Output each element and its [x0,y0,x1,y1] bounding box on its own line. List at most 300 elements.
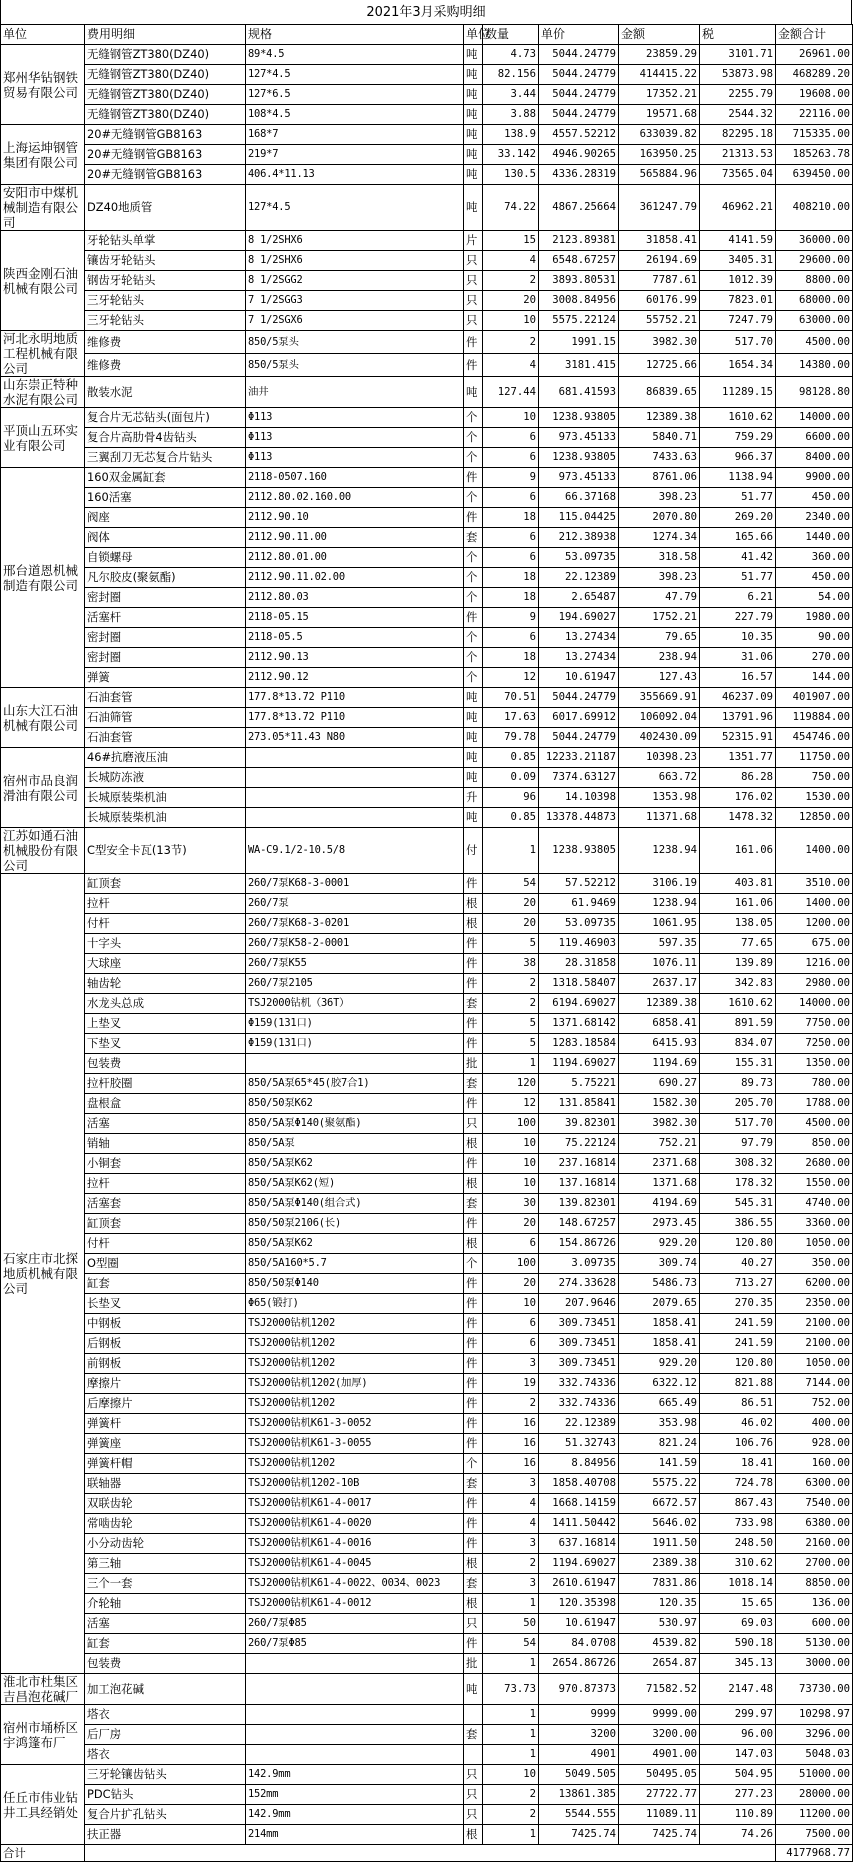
amount: 2973.45 [619,1214,700,1234]
tax: 1351.77 [700,748,776,768]
tax: 161.06 [700,828,776,874]
table-row [1,1514,853,1534]
tax: 867.43 [700,1494,776,1514]
total-amount: 780.00 [776,1074,853,1094]
qty: 74.22 [483,185,539,231]
item-name: 大球座 [85,954,246,974]
unit-price: 10.61947 [539,1614,619,1634]
tax: 97.79 [700,1134,776,1154]
amount: 3106.19 [619,874,700,894]
table-row [1,974,853,994]
item-name: 石油套管 [85,728,246,748]
qty: 1 [483,1594,539,1614]
table-row [1,354,853,377]
item-name: 小分动齿轮 [85,1534,246,1554]
unit-price: 1238.93805 [539,828,619,874]
unit: 只 [464,1805,483,1825]
total-amount: 1440.00 [776,528,853,548]
tax: 155.31 [700,1054,776,1074]
unit: 个 [464,668,483,688]
qty: 12 [483,668,539,688]
spec: 108*4.5 [246,105,464,125]
unit: 个 [464,428,483,448]
unit: 个 [464,488,483,508]
spec: 850/5A泵Φ140(聚氨酯) [246,1114,464,1134]
total-amount: 160.00 [776,1454,853,1474]
unit-price: 115.04425 [539,508,619,528]
total-amount: 1050.00 [776,1234,853,1254]
total-amount: 29600.00 [776,251,853,271]
qty: 4 [483,251,539,271]
qty: 2 [483,1805,539,1825]
item-name: 缸顶套 [85,874,246,894]
qty: 50 [483,1614,539,1634]
sheet-title: 2021年3月采购明细 [0,0,852,24]
tax: 7823.01 [700,291,776,311]
amount: 19571.68 [619,105,700,125]
unit: 付 [464,828,483,874]
qty: 3 [483,1574,539,1594]
item-name: 上垫叉 [85,1014,246,1034]
total-amount: 7144.00 [776,1374,853,1394]
tax: 120.80 [700,1354,776,1374]
total-amount: 14380.00 [776,354,853,377]
unit: 只 [464,1785,483,1805]
amount: 8761.06 [619,468,700,488]
table-row [1,1114,853,1134]
unit-price: 5044.24779 [539,85,619,105]
spec: TSJ2000钻机（36T） [246,994,464,1014]
qty: 6 [483,488,539,508]
spec: 127*4.5 [246,65,464,85]
spec: TSJ2000钻机K61-4-0012 [246,1594,464,1614]
tax: 1018.14 [700,1574,776,1594]
spec: 168*7 [246,125,464,145]
unit: 件 [464,1294,483,1314]
spec: TSJ2000钻机1202 [246,1334,464,1354]
tax: 7247.79 [700,311,776,331]
qty: 38 [483,954,539,974]
total-amount: 54.00 [776,588,853,608]
spec: TSJ2000钻机1202 [246,1314,464,1334]
total-amount: 6600.00 [776,428,853,448]
table-row [1,1234,853,1254]
total-amount: 1400.00 [776,828,853,874]
table-row [1,628,853,648]
amount: 2079.65 [619,1294,700,1314]
total-amount: 3360.00 [776,1214,853,1234]
total-amount: 73730.00 [776,1674,853,1705]
qty: 3.88 [483,105,539,125]
spec [246,768,464,788]
spec: 2112.80.01.00 [246,548,464,568]
unit: 根 [464,1594,483,1614]
tax: 517.70 [700,331,776,354]
table-row [1,788,853,808]
amount: 3982.30 [619,331,700,354]
item-name: 46#抗磨液压油 [85,748,246,768]
tax: 310.62 [700,1554,776,1574]
item-name: 无缝钢管ZT380(DZ40) [85,105,246,125]
table-row [1,145,853,165]
unit-price: 4946.90265 [539,145,619,165]
supplier-name: 山东崇正特种水泥有限公司 [1,377,85,408]
total-amount: 185263.78 [776,145,853,165]
unit: 套 [464,528,483,548]
tax: 277.23 [700,1785,776,1805]
total-amount: 350.00 [776,1254,853,1274]
amount: 5646.02 [619,1514,700,1534]
unit-price: 4867.25664 [539,185,619,231]
item-name: 密封圈 [85,648,246,668]
total-amount: 454746.00 [776,728,853,748]
table-row [1,828,853,874]
qty: 1 [483,828,539,874]
qty: 6 [483,528,539,548]
tax: 161.06 [700,894,776,914]
unit: 吨 [464,85,483,105]
supplier-name: 邢台道恩机械制造有限公司 [1,468,85,688]
qty: 70.51 [483,688,539,708]
item-name: 维修费 [85,354,246,377]
unit: 吨 [464,708,483,728]
table-row [1,1354,853,1374]
amount: 398.23 [619,488,700,508]
amount: 1061.95 [619,914,700,934]
table-row [1,428,853,448]
amount: 318.58 [619,548,700,568]
total-amount: 19608.00 [776,85,853,105]
spec [246,1054,464,1074]
item-name: 无缝钢管ZT380(DZ40) [85,65,246,85]
unit-price: 309.73451 [539,1354,619,1374]
item-name: 160活塞 [85,488,246,508]
unit: 个 [464,408,483,428]
unit-price: 1668.14159 [539,1494,619,1514]
amount: 821.24 [619,1434,700,1454]
total-amount: 98128.80 [776,377,853,408]
tax: 342.83 [700,974,776,994]
spec: 260/7泵Φ85 [246,1634,464,1654]
total-amount: 8400.00 [776,448,853,468]
table-row [1,748,853,768]
item-name: 三个一套 [85,1574,246,1594]
tax: 46962.21 [700,185,776,231]
amount: 1858.41 [619,1334,700,1354]
unit-price: 309.73451 [539,1334,619,1354]
column-header: 金额合计 [776,25,853,45]
qty: 20 [483,914,539,934]
table-row [1,1614,853,1634]
item-name: 160双金属缸套 [85,468,246,488]
qty: 54 [483,1634,539,1654]
item-name: 缸套 [85,1634,246,1654]
unit-price: 212.38938 [539,528,619,548]
table-row [1,728,853,748]
table-row [1,1725,853,1745]
tax: 834.07 [700,1034,776,1054]
table-row [1,1094,853,1114]
item-name: 活塞杆 [85,608,246,628]
qty: 10 [483,408,539,428]
qty: 16 [483,1454,539,1474]
total-amount: 3510.00 [776,874,853,894]
qty: 1 [483,1825,539,1845]
qty: 33.142 [483,145,539,165]
unit: 件 [464,1334,483,1354]
table-row [1,1034,853,1054]
total-amount: 2340.00 [776,508,853,528]
supplier-name: 郑州华钻钢铁贸易有限公司 [1,45,85,125]
unit: 套 [464,1474,483,1494]
qty: 2 [483,1554,539,1574]
unit: 个 [464,1254,483,1274]
qty: 130.5 [483,165,539,185]
amount: 11089.11 [619,1805,700,1825]
amount: 47.79 [619,588,700,608]
spec: 850/5A泵K62 [246,1154,464,1174]
spec: TSJ2000钻机1202 [246,1354,464,1374]
qty: 5 [483,1014,539,1034]
item-name: 小铜套 [85,1154,246,1174]
unit: 套 [464,994,483,1014]
table-row [1,508,853,528]
unit: 只 [464,271,483,291]
unit-price: 1991.15 [539,331,619,354]
unit: 吨 [464,768,483,788]
amount: 1752.21 [619,608,700,628]
unit: 吨 [464,808,483,828]
spec [246,1705,464,1725]
table-row [1,45,853,65]
table-row [1,105,853,125]
unit-price: 332.74336 [539,1374,619,1394]
unit: 根 [464,1234,483,1254]
total-label: 合计 [1,1845,85,1862]
table-row [1,1785,853,1805]
item-name: 复合片无芯钻头(面包片) [85,408,246,428]
spec: 214mm [246,1825,464,1845]
tax: 10.35 [700,628,776,648]
spec: 142.9mm [246,1765,464,1785]
qty: 6 [483,1314,539,1334]
unit: 吨 [464,145,483,165]
amount: 141.59 [619,1454,700,1474]
table-row [1,468,853,488]
tax: 69.03 [700,1614,776,1634]
item-name: 双联齿轮 [85,1494,246,1514]
total-amount: 675.00 [776,934,853,954]
table-row [1,588,853,608]
unit: 件 [464,1034,483,1054]
qty: 2 [483,1785,539,1805]
amount: 120.35 [619,1594,700,1614]
column-header: 单位 [464,25,483,45]
unit-price: 2.65487 [539,588,619,608]
unit-price: 970.87373 [539,1674,619,1705]
total-amount: 9900.00 [776,468,853,488]
supplier-name: 平顶山五环实业有限公司 [1,408,85,468]
tax: 13791.96 [700,708,776,728]
amount: 238.94 [619,648,700,668]
qty: 10 [483,1294,539,1314]
spec: 260/7泵K55 [246,954,464,974]
total-amount: 63000.00 [776,311,853,331]
tax: 2147.48 [700,1674,776,1705]
spec: 850/50泵K62 [246,1094,464,1114]
item-name: C型安全卡瓦(13节) [85,828,246,874]
item-name: 三翼刮刀无芯复合片钻头 [85,448,246,468]
spec: TSJ2000钻机1202 [246,1394,464,1414]
unit-price: 120.35398 [539,1594,619,1614]
amount: 1274.34 [619,528,700,548]
amount: 17352.21 [619,85,700,105]
item-name: 前钢板 [85,1354,246,1374]
tax: 248.50 [700,1534,776,1554]
total-amount: 1530.00 [776,788,853,808]
item-name: 钢齿牙轮钻头 [85,271,246,291]
amount: 4194.69 [619,1194,700,1214]
total-amount: 6380.00 [776,1514,853,1534]
tax: 4141.59 [700,231,776,251]
unit-price: 2654.86726 [539,1654,619,1674]
tax: 86.28 [700,768,776,788]
total-amount: 1400.00 [776,894,853,914]
spec: WA-C9.1/2-10.5/8 [246,828,464,874]
spec: 260/7泵K68-3-0201 [246,914,464,934]
table-row [1,1214,853,1234]
unit: 件 [464,1434,483,1454]
spec: 850/50泵2106(长) [246,1214,464,1234]
unit: 件 [464,608,483,628]
tax: 89.73 [700,1074,776,1094]
total-amount: 144.00 [776,668,853,688]
unit: 件 [464,934,483,954]
unit [464,1745,483,1765]
tax: 241.59 [700,1314,776,1334]
tax: 138.05 [700,914,776,934]
item-name: 扶正器 [85,1825,246,1845]
unit: 件 [464,1514,483,1534]
table-row [1,668,853,688]
table-row [1,65,853,85]
item-name: 长城原装柴机油 [85,788,246,808]
total-amount: 11750.00 [776,748,853,768]
table-row [1,1674,853,1705]
tax: 205.70 [700,1094,776,1114]
table-row [1,231,853,251]
qty: 3 [483,1354,539,1374]
qty: 120 [483,1074,539,1094]
total-amount: 639450.00 [776,165,853,185]
amount: 5840.71 [619,428,700,448]
table-row [1,708,853,728]
unit-price: 973.45133 [539,428,619,448]
table-row [1,568,853,588]
total-amount: 400.00 [776,1414,853,1434]
table-row [1,548,853,568]
unit-price: 1371.68142 [539,1014,619,1034]
spec: 2112.90.12 [246,668,464,688]
total-amount: 7750.00 [776,1014,853,1034]
amount: 127.43 [619,668,700,688]
total-amount: 5048.03 [776,1745,853,1765]
unit-price: 973.45133 [539,468,619,488]
spec: 2118-0507.160 [246,468,464,488]
spec: 152mm [246,1785,464,1805]
table-row [1,1825,853,1845]
unit-price: 5.75221 [539,1074,619,1094]
qty: 100 [483,1254,539,1274]
unit: 吨 [464,377,483,408]
amount: 1582.30 [619,1094,700,1114]
unit-price: 237.16814 [539,1154,619,1174]
amount: 3982.30 [619,1114,700,1134]
spec [246,788,464,808]
total-amount: 752.00 [776,1394,853,1414]
spec: 2112.90.10 [246,508,464,528]
spec: 8 1/2SGG2 [246,271,464,291]
item-name: 密封圈 [85,628,246,648]
tax: 713.27 [700,1274,776,1294]
unit: 件 [464,974,483,994]
supplier-name: 宿州市埇桥区宇鸿篷布厂 [1,1705,85,1765]
unit: 根 [464,894,483,914]
tax: 147.03 [700,1745,776,1765]
item-name: 石油套管 [85,688,246,708]
item-name: 水龙头总成 [85,994,246,1014]
qty: 79.78 [483,728,539,748]
unit: 件 [464,1094,483,1114]
unit: 批 [464,1654,483,1674]
qty: 18 [483,568,539,588]
unit-price: 53.09735 [539,548,619,568]
item-name: 后厂房 [85,1725,246,1745]
unit: 件 [464,1414,483,1434]
column-header: 税 [700,25,776,45]
total-amount: 51000.00 [776,1765,853,1785]
supplier-name: 石家庄市北探地质机械有限公司 [1,874,85,1674]
spec: Φ113 [246,448,464,468]
unit-price: 137.16814 [539,1174,619,1194]
unit-price: 3200 [539,1725,619,1745]
tax: 120.80 [700,1234,776,1254]
item-name: 第三轴 [85,1554,246,1574]
tax: 269.20 [700,508,776,528]
amount: 2389.38 [619,1554,700,1574]
tax: 590.18 [700,1634,776,1654]
tax: 11289.15 [700,377,776,408]
unit-price: 5044.24779 [539,65,619,85]
spec: 850/5泵头 [246,354,464,377]
total-amount: 8800.00 [776,271,853,291]
unit-price: 12233.21187 [539,748,619,768]
table-row [1,377,853,408]
unit-price: 309.73451 [539,1314,619,1334]
tax: 15.65 [700,1594,776,1614]
total-amount: 68000.00 [776,291,853,311]
tax: 759.29 [700,428,776,448]
total-amount: 3000.00 [776,1654,853,1674]
unit: 件 [464,1394,483,1414]
spec: Φ65(锻打) [246,1294,464,1314]
spec: 406.4*11.13 [246,165,464,185]
total-amount: 1216.00 [776,954,853,974]
qty: 15 [483,231,539,251]
table-row [1,954,853,974]
table-row [1,1634,853,1654]
unit-price: 4336.28319 [539,165,619,185]
